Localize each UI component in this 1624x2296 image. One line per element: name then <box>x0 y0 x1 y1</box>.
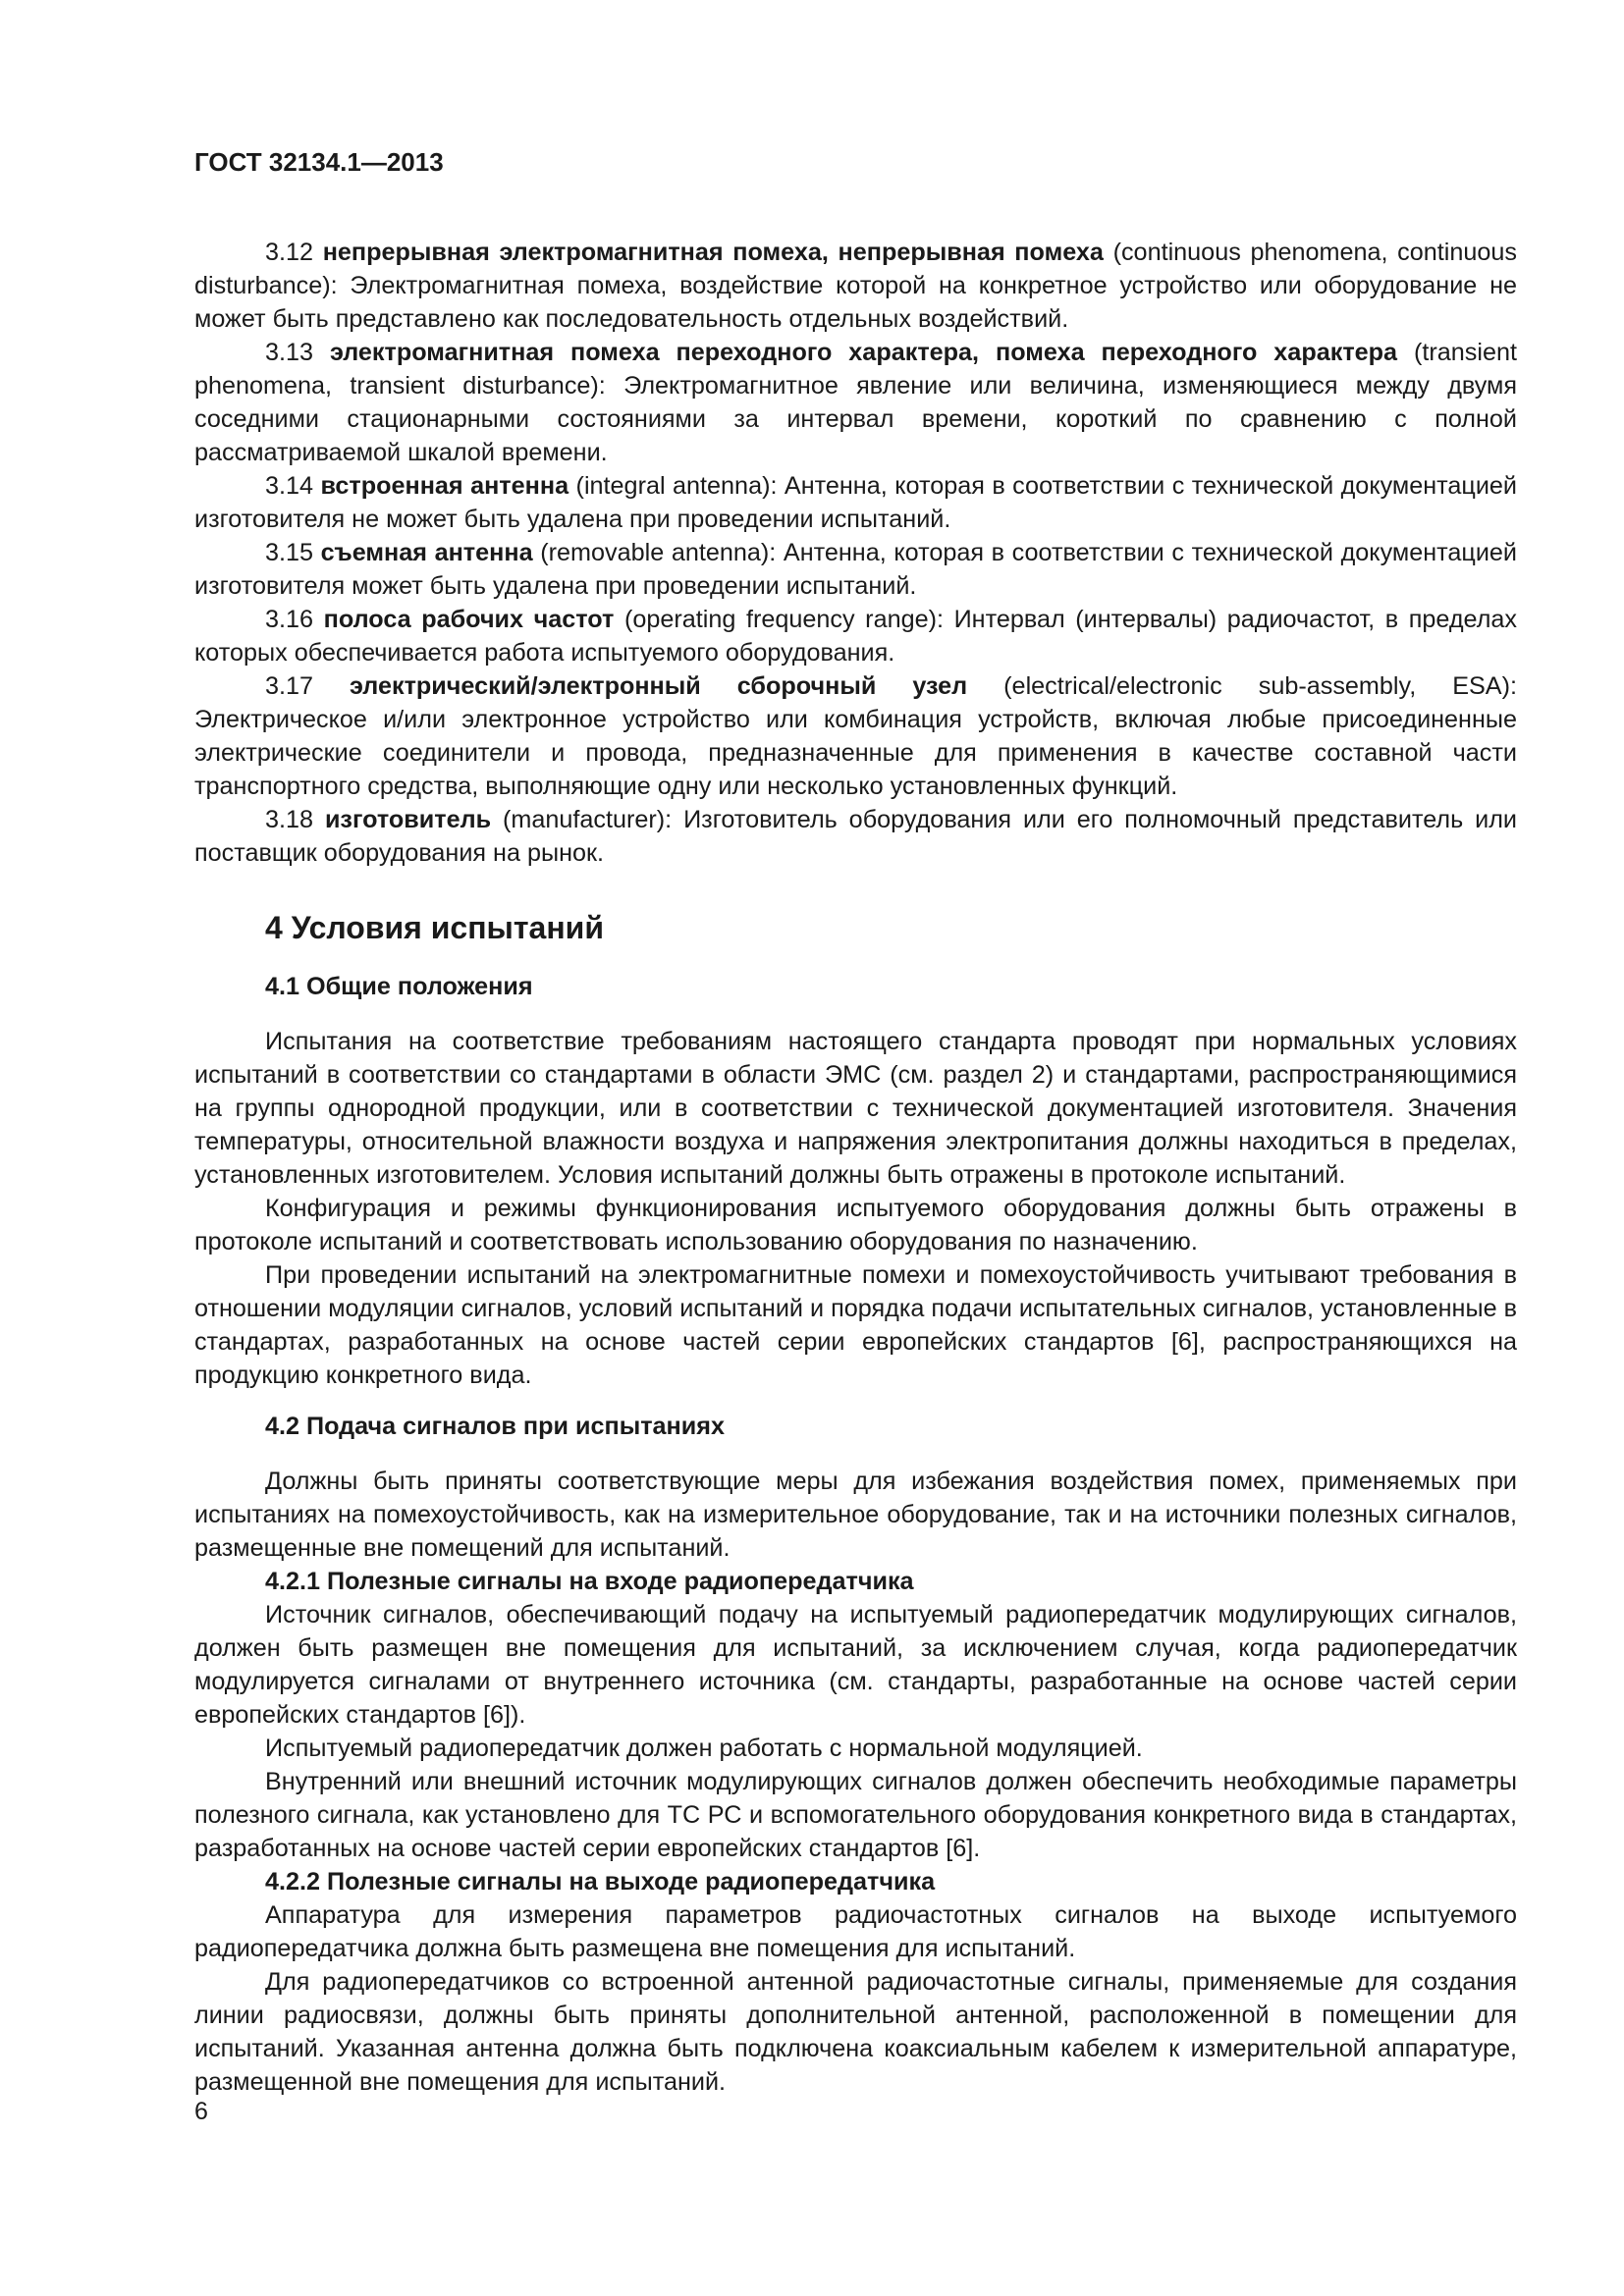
document-header: ГОСТ 32134.1—2013 <box>194 147 444 177</box>
term-3-12: 3.12 непрерывная электромагнитная помеха, непрерывная помеха (continuous phenomena, continuous disturbance): Электромагнитная помеха, воздействие которой на конкретное устройство или оборудование не может быть представлено как последовательность отдельных воздействий. <box>194 239 1518 333</box>
section-4-2-heading: 4.2 Подача сигналов при испытаниях <box>265 1413 725 1440</box>
term-name: непрерывная электромагнитная помеха, непрерывная помеха <box>322 239 1104 266</box>
paragraph: Испытания на соответствие требованиям настоящего стандарта проводят при нормальных условиях испытаний в соответствии со стандартами в области ЭМС (см. раздел 2) и стандартами, распространяющимися на группы однородной продукции, или в соответствии с технической документацией изготовителя. Значения температуры, относительной влажности воздуха и напряжения электропитания должны находиться в пределах, установленных изготовителем. Условия испытаний должны быть отражены в протоколе испытаний. <box>194 1028 1517 1189</box>
term-name: съемная антенна <box>320 539 533 566</box>
term-3-15: 3.15 съемная антенна (removable antenna): Антенна, которая в соответствии с технической документацией изготовителя может быть удалена при проведении испытаний. <box>194 539 1517 600</box>
term-3-14: 3.14 встроенная антенна (integral antenna): Антенна, которая в соответствии с технической документацией изготовителя не может быть удалена при проведении испытаний. <box>194 472 1517 533</box>
term-name: электрический/электронный сборочный узел <box>350 672 968 700</box>
document-page <box>194 147 1517 2099</box>
paragraph: Должны быть приняты соответствующие меры для избежания воздействия помех, применяемых при испытаниях на помехоустойчивость, как на измерительное оборудование, так и на источники полезных сигналов, размещенные вне помещений для испытаний. <box>194 1468 1517 1562</box>
paragraph: Внутренний или внешний источник модулирующих сигналов должен обеспечить необходимые параметры полезного сигнала, как установлено для ТС РС и вспомогательного оборудования конкретного вида в стандартах, разработанных на основе частей серии европейских стандартов [6]. <box>194 1768 1517 1862</box>
section-4-1-heading: 4.1 Общие положения <box>265 973 533 1000</box>
term-3-13: 3.13 электромагнитная помеха переходного характера, помеха переходного характера (transient phenomena, transient disturbance): Электромагнитное явление или величина, изменяющиеся между двумя соседними стационарными состояниями за интервал времени, короткий по сравнению с полной рассматриваемой шкалой времени. <box>194 339 1517 466</box>
term-3-17: 3.17 электрический/электронный сборочный узел (electrical/electronic sub-assembly, ESA): Электрическое и/или электронное устройство или комбинация устройств, включая любые присоединенные электрические соединители и провода, предназначенные для применения в качестве составной части транспортного средства, выполняющие одну или несколько установленных функций. <box>194 672 1517 800</box>
section-4-2-1-heading: 4.2.1 Полезные сигналы на входе радиопередатчика <box>265 1568 914 1595</box>
section-4-2-2-heading: 4.2.2 Полезные сигналы на выходе радиопередатчика <box>265 1868 936 1896</box>
term-3-18: 3.18 изготовитель (manufacturer): Изготовитель оборудования или его полномочный представитель или поставщик оборудования на рынок. <box>194 806 1517 867</box>
term-name: встроенная антенна <box>320 472 569 500</box>
paragraph: Конфигурация и режимы функционирования испытуемого оборудования должны быть отражены в протоколе испытаний и соответствовать использованию оборудования по назначению. <box>194 1195 1517 1255</box>
paragraph: Испытуемый радиопередатчик должен работать с нормальной модуляцией. <box>265 1735 1143 1762</box>
term-name: изготовитель <box>324 806 492 833</box>
paragraph: При проведении испытаний на электромагнитные помехи и помехоустойчивость учитывают требования в отношении модуляции сигналов, условий испытаний и порядка подачи испытательных сигналов, установленные в стандартах, разработанных на основе частей серии европейских стандартов [6], распространяющихся на продукцию конкретного вида. <box>194 1261 1517 1389</box>
term-name: электромагнитная помеха переходного характера, помеха переходного характера <box>329 339 1398 366</box>
section-4-heading: 4 Условия испытаний <box>265 910 604 945</box>
paragraph: Источник сигналов, обеспечивающий подачу на испытуемый радиопередатчик модулирующих сигналов, должен быть размещен вне помещения для испытаний, за исключением случая, когда радиопередатчик модулируется сигналами от внутреннего источника (см. стандарты, разработанные на основе частей серии европейских стандартов [6]). <box>194 1601 1517 1729</box>
page-number: 6 <box>194 2098 208 2125</box>
term-name: полоса рабочих частот <box>323 606 615 633</box>
paragraph: Аппаратура для измерения параметров радиочастотных сигналов на выходе испытуемого радиопередатчика должна быть размещена вне помещения для испытаний. <box>194 1901 1517 1962</box>
term-3-16: 3.16 полоса рабочих частот (operating frequency range): Интервал (интервалы) радиочастот, в пределах которых обеспечивается работа испытуемого оборудования. <box>194 606 1518 667</box>
paragraph: Для радиопередатчиков со встроенной антенной радиочастотные сигналы, применяемые для создания линии радиосвязи, должны быть приняты дополнительной антенной, расположенной в помещении для испытаний. Указанная антенна должна быть подключена коаксиальным кабелем к измерительной аппаратуре, размещенной вне помещения для испытаний. <box>194 1968 1517 2096</box>
